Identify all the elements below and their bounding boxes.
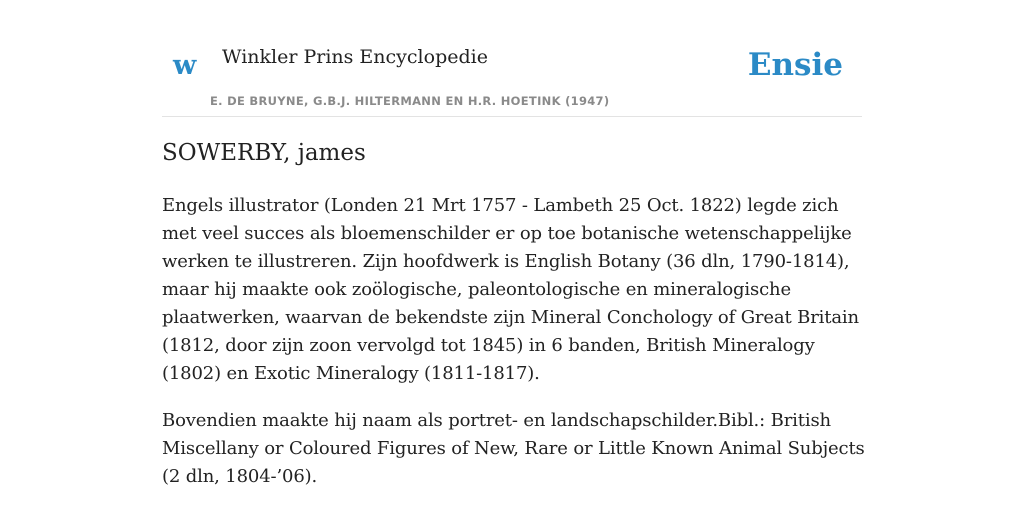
page-container — [162, 0, 865, 487]
article-title: SOWERBY, james — [162, 140, 366, 166]
encyclopedia-authors: E. DE BRUYNE, G.B.J. HILTERMANN EN H.R. HOETINK (1947) — [210, 94, 610, 108]
page-header — [162, 0, 862, 117]
article-paragraph: Engels illustrator (Londen 21 Mrt 1757 - Lambeth 25 Oct. 1822) legde zich met veel succes als bloemenschilder er op toe botanische wetenschappelijke werken te illustreren. Zijn hoofdwerk is English Botany (36 dln, 1790-1814), maar hij maakte ook zoölogische, paleontologische en mineralogische plaatwerken, waarvan de bekendste zijn Mineral Conchology of Great Britain (1812, door zijn zoon vervolgd tot 1845) in 6 banden, British Mineralogy (1802) en Exotic Mineralogy (1811-1817). — [162, 195, 859, 384]
encyclopedia-name[interactable]: Winkler Prins Encyclopedie — [222, 46, 488, 68]
encyclopedia-logo-icon[interactable]: w — [173, 50, 197, 81]
article-body — [162, 192, 870, 510]
article-paragraph: Bovendien maakte hij naam als portret- en landschapschilder.Bibl.: British Miscellany or Coloured Figures of New, Rare or Little Known Animal Subjects (2 dln, 1804-’06). — [162, 410, 865, 487]
ensie-brand-link[interactable]: Ensie — [747, 47, 843, 83]
